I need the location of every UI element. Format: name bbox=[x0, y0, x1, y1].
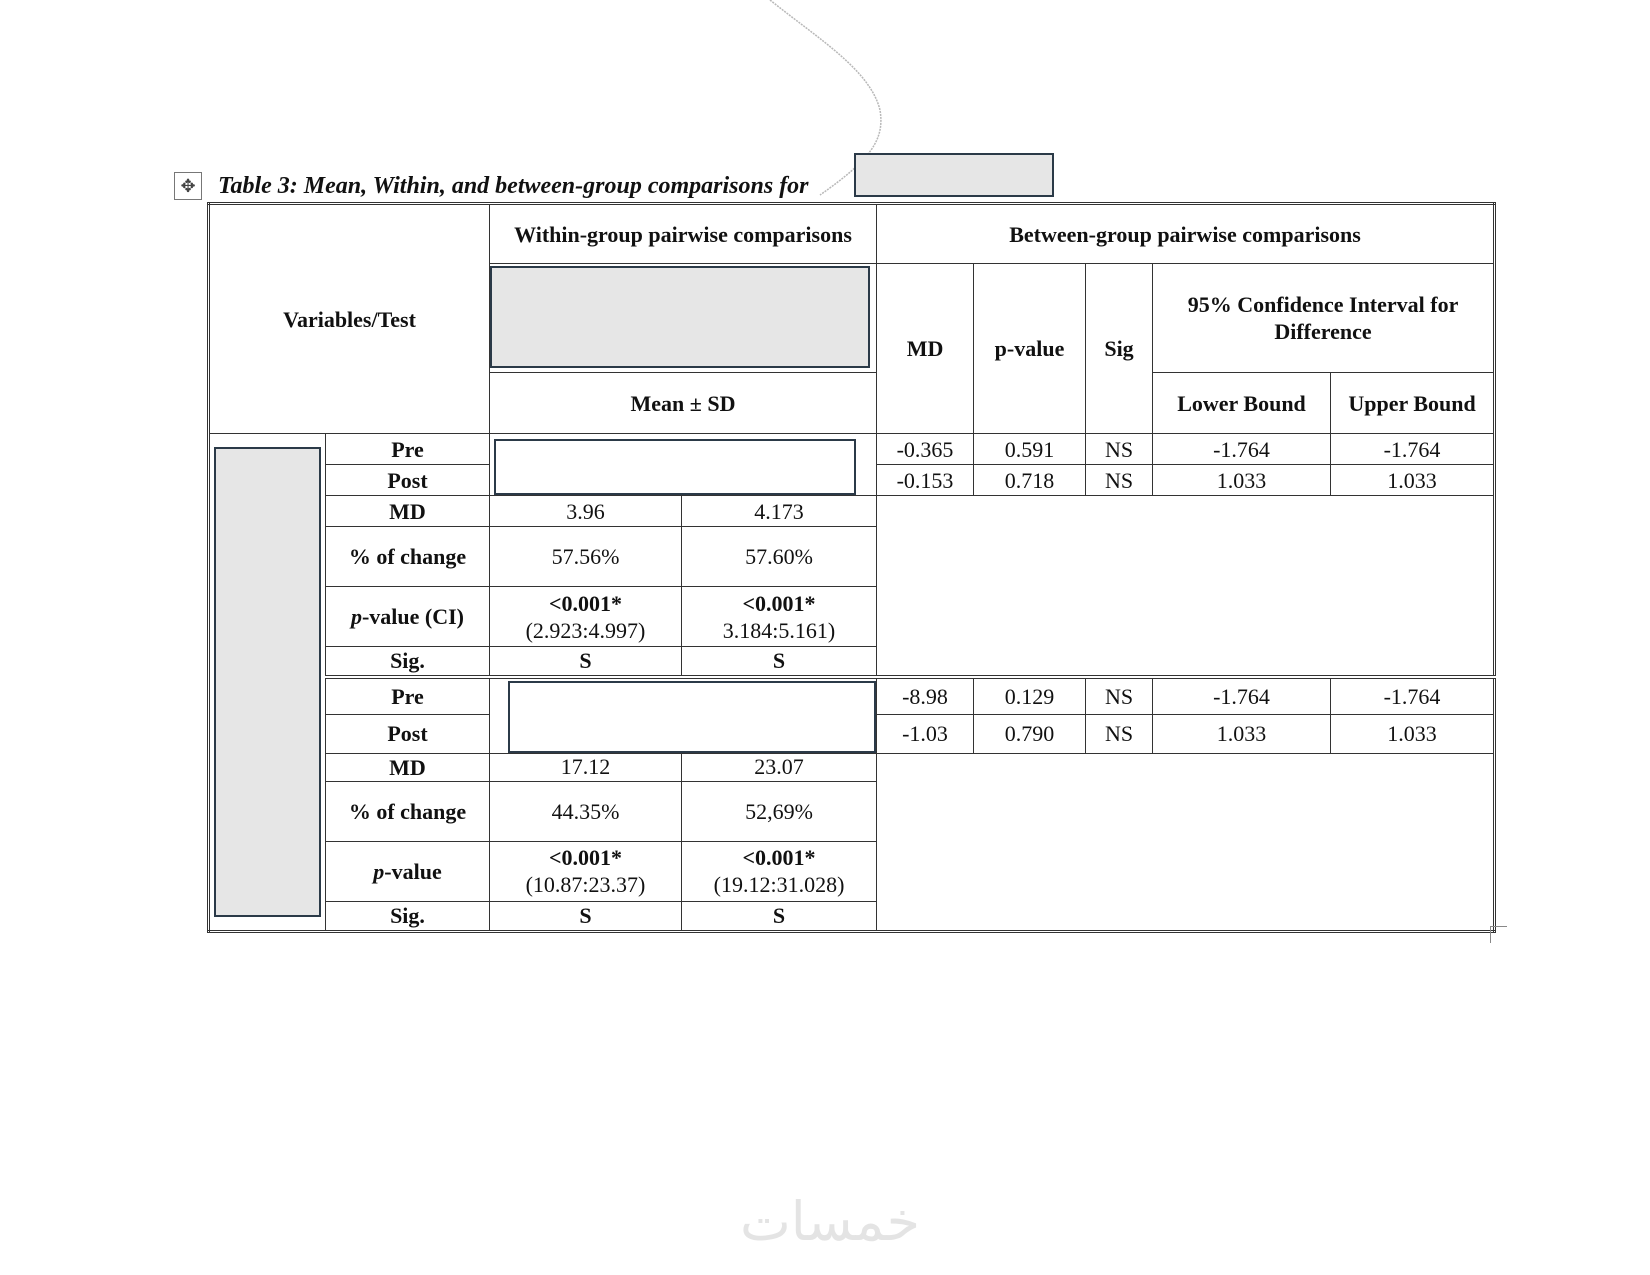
md-value: 23.07 bbox=[682, 753, 877, 781]
sig-value: S bbox=[490, 647, 682, 677]
pct-change-value: 57.60% bbox=[682, 527, 877, 587]
lower-bound-header: Lower Bound bbox=[1153, 373, 1331, 434]
between-md: -0.365 bbox=[877, 434, 974, 465]
md-value: 3.96 bbox=[490, 496, 682, 527]
between-p: 0.790 bbox=[974, 715, 1086, 753]
between-md: -8.98 bbox=[877, 677, 974, 715]
redacted-group-names bbox=[490, 266, 870, 368]
p-value-header: p-value bbox=[974, 264, 1086, 434]
p-value: <0.001* bbox=[742, 845, 816, 870]
redacted-group-names-cell bbox=[490, 264, 877, 373]
pct-change-value: 44.35% bbox=[490, 781, 682, 841]
empty-area bbox=[877, 496, 1495, 677]
upper-bound-header: Upper Bound bbox=[1331, 373, 1495, 434]
p-value-cell bbox=[490, 841, 682, 901]
between-sig: NS bbox=[1086, 715, 1153, 753]
row-label-pre: Pre bbox=[326, 434, 490, 465]
redacted-means-cell bbox=[490, 677, 877, 754]
ci-lower: -1.764 bbox=[1153, 434, 1331, 465]
between-sig: NS bbox=[1086, 434, 1153, 465]
sig-header: Sig bbox=[1086, 264, 1153, 434]
between-group-header: Between-group pairwise comparisons bbox=[877, 204, 1495, 264]
p-value-label-suffix: -value bbox=[384, 858, 442, 884]
move-arrows-icon[interactable]: ✥ bbox=[174, 172, 202, 200]
p-value-label-suffix: -value (CI) bbox=[361, 604, 465, 629]
redacted-caption-box bbox=[854, 153, 1054, 197]
row-label-pre: Pre bbox=[326, 677, 490, 715]
within-group-header: Within-group pairwise comparisons bbox=[490, 204, 877, 264]
mean-sd-header: Mean ± SD bbox=[490, 373, 877, 434]
ci-range: (10.87:23.37) bbox=[525, 872, 646, 897]
redacted-variable-names bbox=[214, 447, 321, 917]
between-md: -1.03 bbox=[877, 715, 974, 753]
ci-range: (19.12:31.028) bbox=[713, 872, 845, 897]
variables-test-header: Variables/Test bbox=[209, 204, 490, 434]
redacted-means bbox=[508, 681, 876, 753]
watermark-logo: خمسات bbox=[739, 1190, 921, 1253]
p-italic: p bbox=[350, 604, 362, 629]
table-corner-marker bbox=[1490, 926, 1507, 943]
redacted-means bbox=[494, 439, 856, 495]
between-p: 0.129 bbox=[974, 677, 1086, 715]
ci-upper: 1.033 bbox=[1331, 715, 1495, 753]
ci-lower: 1.033 bbox=[1153, 465, 1331, 496]
ci-upper: -1.764 bbox=[1331, 434, 1495, 465]
between-sig: NS bbox=[1086, 465, 1153, 496]
ci-lower: -1.764 bbox=[1153, 677, 1331, 715]
p-value-cell bbox=[682, 587, 877, 647]
sig-value: S bbox=[682, 647, 877, 677]
redacted-variable-names-cell bbox=[209, 434, 326, 932]
row-label-pct-change: % of change bbox=[326, 527, 490, 587]
between-sig: NS bbox=[1086, 677, 1153, 715]
ci-range: (2.923:4.997) bbox=[525, 617, 646, 643]
row-label-sig: Sig. bbox=[326, 901, 490, 931]
ci-lower: 1.033 bbox=[1153, 715, 1331, 753]
ci-upper: -1.764 bbox=[1331, 677, 1495, 715]
md-value: 17.12 bbox=[490, 753, 682, 781]
ci-header: 95% Confidence Interval for Difference bbox=[1153, 264, 1495, 373]
p-value: <0.001* bbox=[548, 590, 623, 616]
md-value: 4.173 bbox=[682, 496, 877, 527]
results-table bbox=[207, 202, 1496, 933]
ci-range: 3.184:5.161) bbox=[722, 617, 836, 643]
p-italic: p bbox=[373, 858, 385, 884]
row-label-md: MD bbox=[326, 753, 490, 781]
sig-value: S bbox=[490, 901, 682, 931]
redacted-means-cell bbox=[490, 434, 877, 496]
md-header: MD bbox=[877, 264, 974, 434]
p-value: <0.001* bbox=[742, 590, 816, 616]
row-label-post: Post bbox=[326, 465, 490, 496]
row-label-p-value bbox=[326, 841, 490, 901]
sig-value: S bbox=[682, 901, 877, 931]
row-label-sig: Sig. bbox=[326, 647, 490, 677]
table-caption-row bbox=[174, 168, 809, 204]
between-p: 0.591 bbox=[974, 434, 1086, 465]
p-value-cell bbox=[490, 587, 682, 647]
p-value-cell bbox=[682, 841, 877, 901]
pct-change-value: 52,69% bbox=[682, 781, 877, 841]
row-label-post: Post bbox=[326, 715, 490, 753]
row-label-p-value bbox=[326, 587, 490, 647]
empty-area bbox=[877, 753, 1495, 931]
table-caption: Table 3: Mean, Within, and between-group comparisons for bbox=[218, 172, 809, 199]
between-p: 0.718 bbox=[974, 465, 1086, 496]
between-md: -0.153 bbox=[877, 465, 974, 496]
p-value: <0.001* bbox=[548, 845, 623, 870]
row-label-pct-change: % of change bbox=[326, 781, 490, 841]
ci-upper: 1.033 bbox=[1331, 465, 1495, 496]
row-label-md: MD bbox=[326, 496, 490, 527]
pct-change-value: 57.56% bbox=[490, 527, 682, 587]
